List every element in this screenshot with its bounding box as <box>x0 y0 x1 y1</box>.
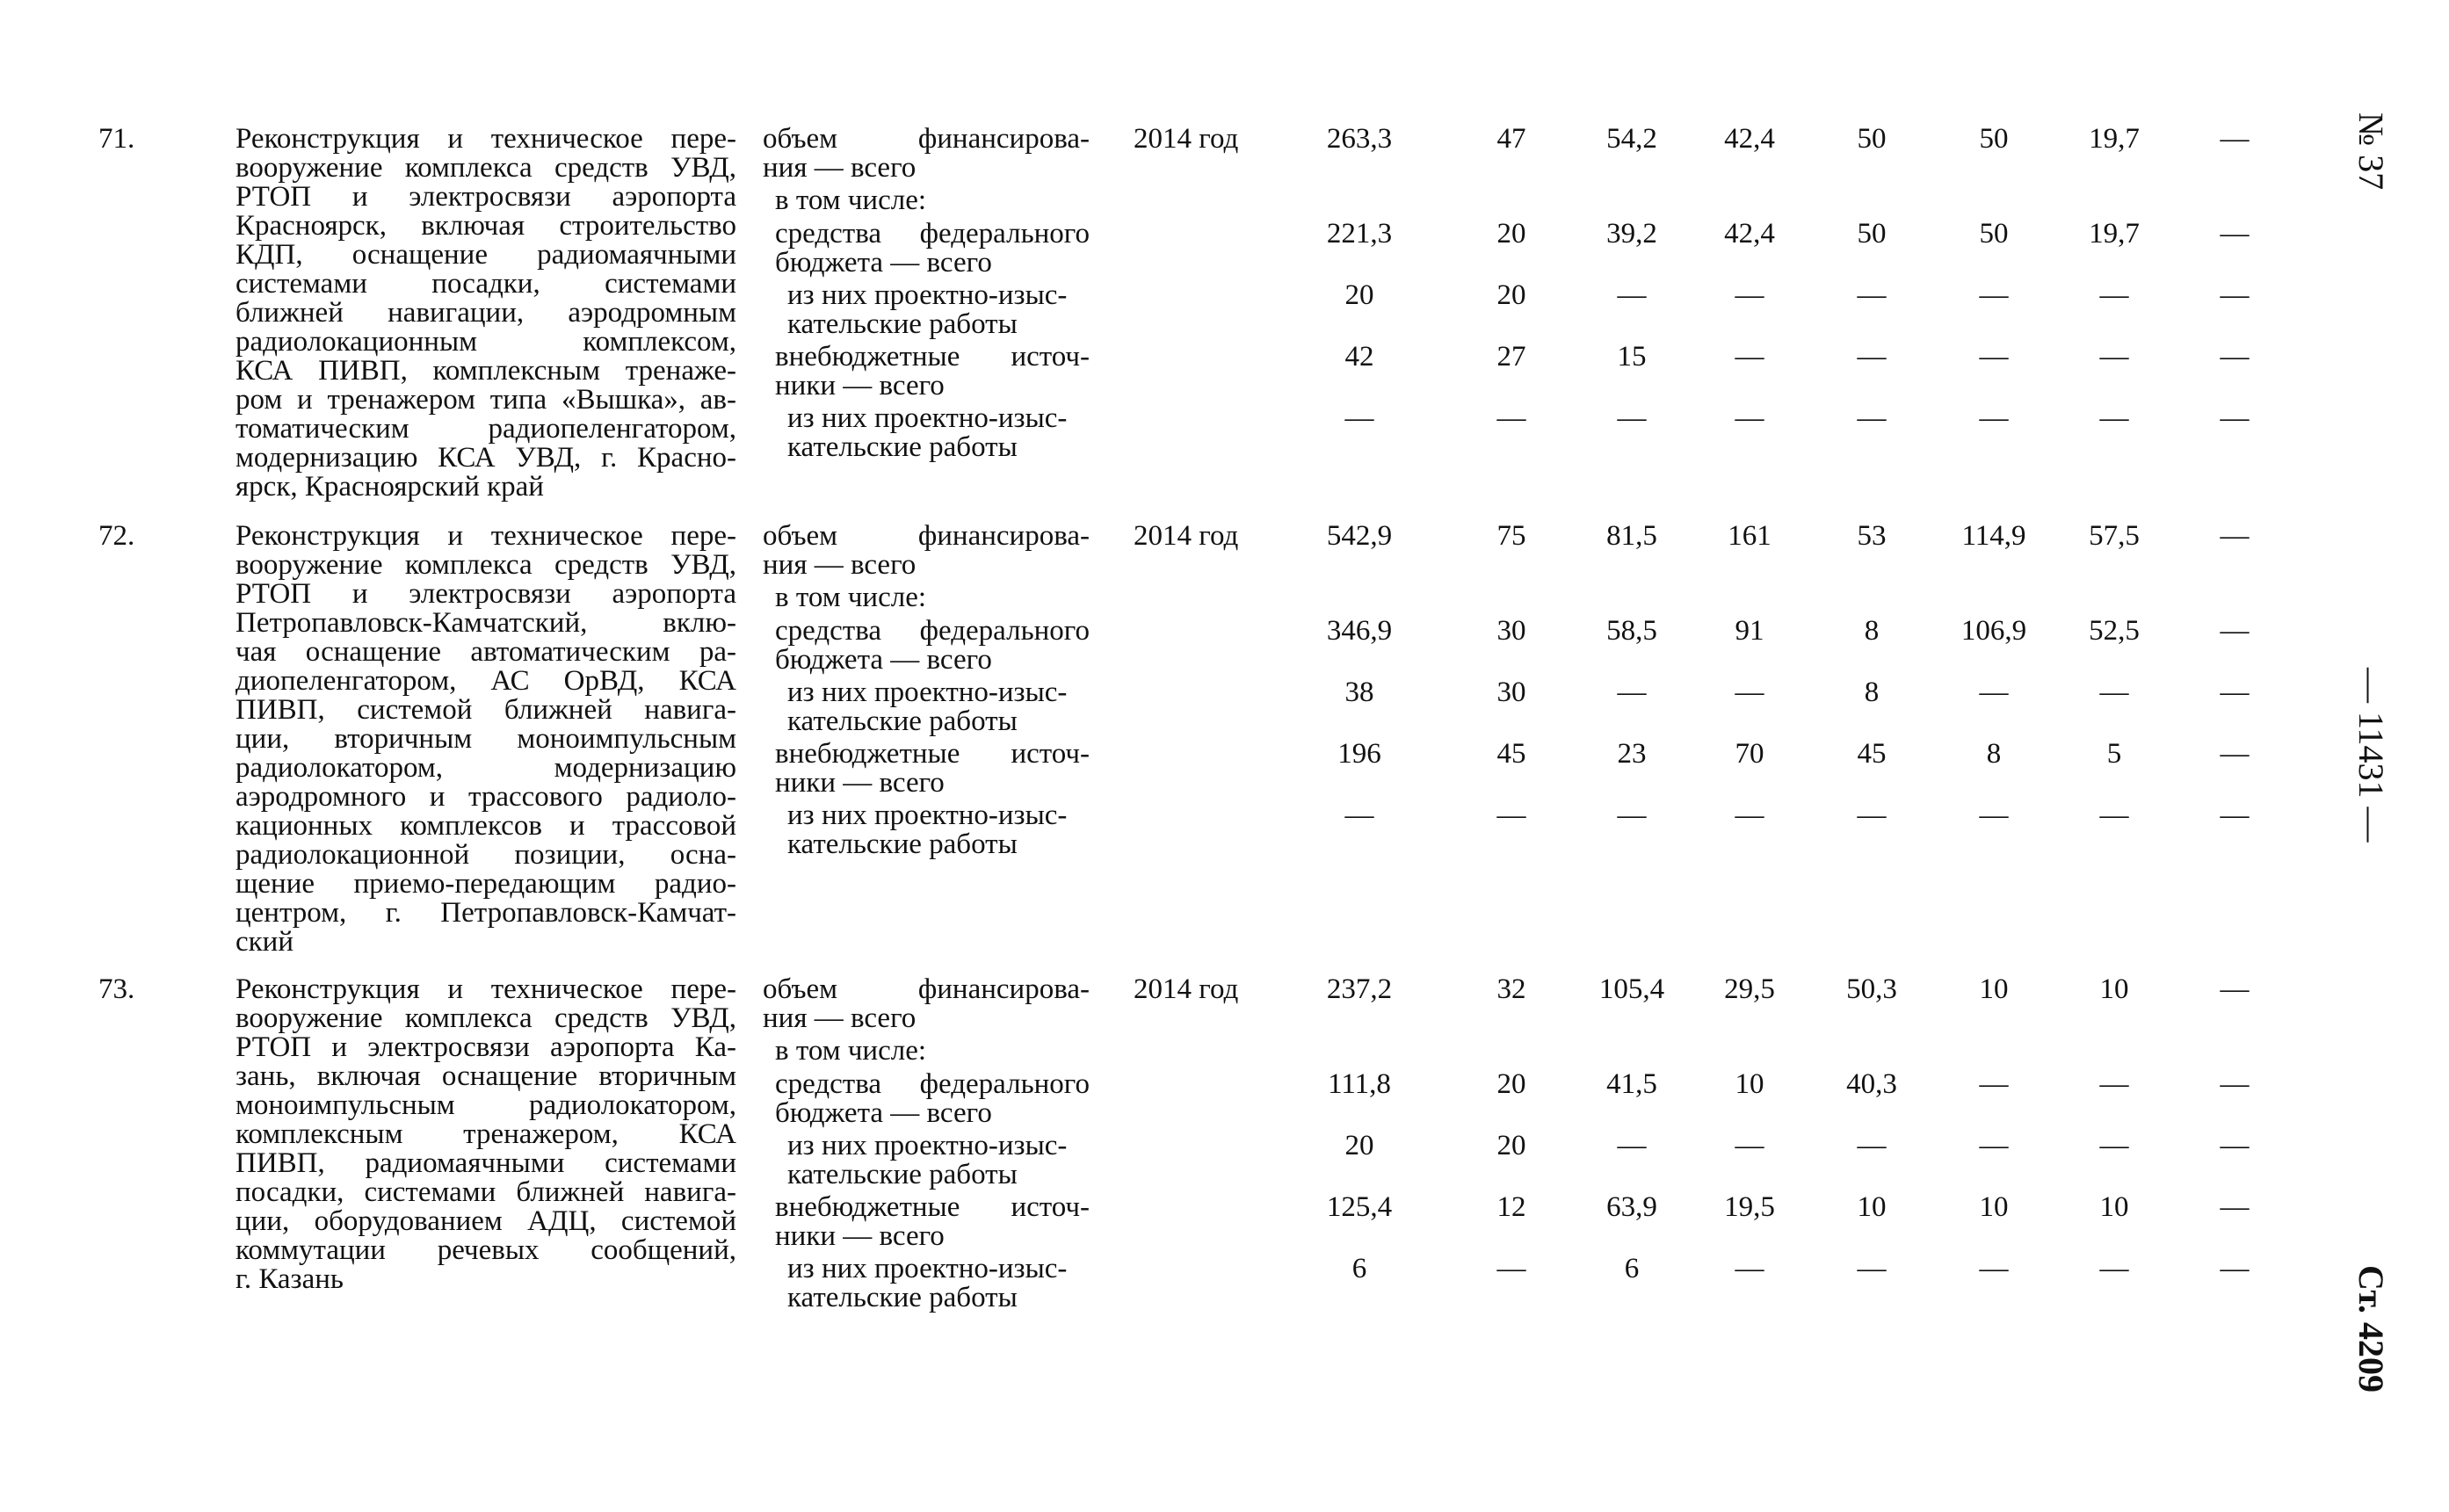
label-design-cont: кательские работы <box>787 308 1018 340</box>
cell: — <box>2220 123 2250 155</box>
cell: — <box>1617 1130 1647 1161</box>
cell: 10 <box>1979 1191 2009 1223</box>
cell: — <box>2220 402 2250 434</box>
cell: 81,5 <box>1606 520 1657 552</box>
description-line: томатическим радиопеленгатором, <box>235 413 736 445</box>
cell: 27 <box>1496 341 1526 373</box>
cell: 10 <box>1979 973 2009 1005</box>
cell: — <box>1735 279 1764 311</box>
description-line: РТОП и электросвязи аэропорта <box>235 578 736 610</box>
cell: — <box>1857 341 1887 373</box>
description-line: РТОП и электросвязи аэропорта Ка- <box>235 1031 736 1063</box>
label-extra: внебюджетные источ- <box>775 738 1090 770</box>
cell: 23 <box>1617 738 1647 770</box>
description-line: ближней навигации, аэродромным <box>235 297 736 329</box>
description-line: Красноярск, включая строительство <box>235 210 736 242</box>
description-line: ПИВП, радиомаячными системами <box>235 1147 736 1179</box>
label-design-cont: кательские работы <box>787 1159 1018 1190</box>
description-line: посадки, системами ближней навига- <box>235 1176 736 1208</box>
cell: — <box>1979 402 2009 434</box>
cell: 15 <box>1617 341 1647 373</box>
entry-description <box>235 522 736 957</box>
description-line: вооружение комплекса средств УВД, <box>235 152 736 184</box>
label-total: объем финансирова- <box>763 123 1090 155</box>
cell: — <box>1979 341 2009 373</box>
entry-description <box>235 975 736 1294</box>
cell: 6 <box>1351 1253 1367 1284</box>
cell: 237,2 <box>1326 973 1393 1005</box>
label-extra: внебюджетные источ- <box>775 1191 1090 1223</box>
cell: — <box>1857 1253 1887 1284</box>
cell: — <box>2099 1130 2129 1161</box>
cell: — <box>1617 279 1647 311</box>
cell: 20 <box>1496 218 1526 250</box>
label-design-cont: кательские работы <box>787 705 1018 737</box>
cell: — <box>2099 402 2129 434</box>
cell: — <box>1857 402 1887 434</box>
cell: 50 <box>1979 123 2009 155</box>
cell: 19,7 <box>2089 123 2140 155</box>
cell: — <box>1857 1130 1887 1161</box>
cell: — <box>1735 799 1764 831</box>
cell: — <box>1735 1130 1764 1161</box>
cell: — <box>1617 402 1647 434</box>
cell: — <box>1735 402 1764 434</box>
year: 2014 год <box>1134 123 1239 155</box>
cell: 75 <box>1496 520 1526 552</box>
cell: — <box>2220 738 2250 770</box>
cell: 63,9 <box>1606 1191 1657 1223</box>
cell: 5 <box>2106 738 2122 770</box>
cell: 20 <box>1344 1130 1374 1161</box>
cell: — <box>2099 676 2129 708</box>
cell: — <box>2220 218 2250 250</box>
cell: 58,5 <box>1606 615 1657 647</box>
cell: 12 <box>1496 1191 1526 1223</box>
cell: 8 <box>1864 615 1880 647</box>
cell: 8 <box>1864 676 1880 708</box>
label-extra: внебюджетные источ- <box>775 341 1090 373</box>
cell: 263,3 <box>1326 123 1393 155</box>
cell: 39,2 <box>1606 218 1657 250</box>
cell: 32 <box>1496 973 1526 1005</box>
description-line: зань, включая оснащение вторичным <box>235 1060 736 1092</box>
label-extra-cont: ники — всего <box>775 370 945 402</box>
label-design-cont: кательские работы <box>787 431 1018 463</box>
cell: 10 <box>1735 1068 1764 1100</box>
cell: 20 <box>1344 279 1374 311</box>
cell: 161 <box>1728 520 1772 552</box>
label-design: из них проектно-изыс- <box>787 1130 1068 1161</box>
cell: — <box>2220 1130 2250 1161</box>
description-line: вооружение комплекса средств УВД, <box>235 549 736 581</box>
cell: — <box>2220 799 2250 831</box>
label-design-cont: кательские работы <box>787 1282 1018 1313</box>
label-design: из них проектно-изыс- <box>787 799 1068 831</box>
cell: — <box>2099 1253 2129 1284</box>
label-federal: средства федерального <box>775 1068 1090 1100</box>
cell: — <box>1735 1253 1764 1284</box>
label-federal-cont: бюджета — всего <box>775 644 992 676</box>
cell: — <box>1979 279 2009 311</box>
cell: — <box>1979 1130 2009 1161</box>
cell: — <box>2099 279 2129 311</box>
page-number: — 11431 — <box>2351 668 2391 843</box>
description-line: ции, оборудованием АДЦ, системой <box>235 1205 736 1237</box>
cell: 45 <box>1857 738 1887 770</box>
description-line: радиолокатором, модернизацию <box>235 752 736 784</box>
cell: 57,5 <box>2089 520 2140 552</box>
description-line: Реконструкция и техническое пере- <box>235 973 736 1005</box>
article-number: Ст. 4209 <box>2351 1265 2391 1393</box>
cell: — <box>2220 1253 2250 1284</box>
cell: 50 <box>1857 123 1887 155</box>
description-line: диопеленгатором, АС ОрВД, КСА <box>235 665 736 697</box>
label-total-cont: ния — всего <box>763 152 917 184</box>
cell: — <box>2220 1068 2250 1100</box>
cell: 6 <box>1624 1253 1640 1284</box>
cell: 196 <box>1337 738 1381 770</box>
cell: — <box>1979 676 2009 708</box>
description-line: ции, вторичным моноимпульсным <box>235 723 736 755</box>
label-total: объем финансирова- <box>763 520 1090 552</box>
label-design: из них проектно-изыс- <box>787 402 1068 434</box>
description-line: коммутации речевых сообщений, <box>235 1234 736 1266</box>
label-including: в том числе: <box>775 1035 927 1067</box>
description-line: центром, г. Петропавловск-Камчат- <box>235 897 736 929</box>
cell: — <box>1617 799 1647 831</box>
cell: 52,5 <box>2089 615 2140 647</box>
cell: 20 <box>1496 1068 1526 1100</box>
cell: — <box>2099 341 2129 373</box>
label-federal-cont: бюджета — всего <box>775 1097 992 1129</box>
description-line: кационных комплексов и трассовой <box>235 810 736 842</box>
cell: — <box>1735 341 1764 373</box>
cell: 8 <box>1986 738 2002 770</box>
label-extra-cont: ники — всего <box>775 1220 945 1252</box>
description-line: ярск, Красноярский край <box>235 471 544 503</box>
cell: — <box>1496 402 1526 434</box>
description-line: аэродромного и трассового радиоло- <box>235 781 736 813</box>
description-line: радиолокационной позиции, осна- <box>235 839 736 871</box>
cell: — <box>1979 799 2009 831</box>
cell: — <box>1344 402 1374 434</box>
cell: 346,9 <box>1326 615 1393 647</box>
cell: 41,5 <box>1606 1068 1657 1100</box>
cell: 42 <box>1344 341 1374 373</box>
cell: 91 <box>1735 615 1764 647</box>
cell: 221,3 <box>1326 218 1393 250</box>
cell: — <box>1979 1068 2009 1100</box>
label-total-cont: ния — всего <box>763 549 917 581</box>
description-line: Реконструкция и техническое пере- <box>235 123 736 155</box>
label-design: из них проектно-изыс- <box>787 1253 1068 1284</box>
label-extra-cont: ники — всего <box>775 767 945 799</box>
description-line: ром и тренажером типа «Вышка», ав- <box>235 384 736 416</box>
year: 2014 год <box>1134 520 1239 552</box>
description-line: системами посадки, системами <box>235 268 736 300</box>
issue-number: № 37 <box>2351 112 2391 191</box>
label-design: из них проектно-изыс- <box>787 279 1068 311</box>
description-line: щение приемо-передающим радио- <box>235 868 736 900</box>
cell: 50,3 <box>1846 973 1897 1005</box>
cell: 42,4 <box>1724 123 1775 155</box>
cell: — <box>1496 799 1526 831</box>
cell: 47 <box>1496 123 1526 155</box>
label-total-cont: ния — всего <box>763 1002 917 1034</box>
description-line: Петропавловск-Камчатский, вклю- <box>235 607 736 639</box>
cell: — <box>2220 615 2250 647</box>
cell: 42,4 <box>1724 218 1775 250</box>
cell: 20 <box>1496 1130 1526 1161</box>
cell: 10 <box>1857 1191 1887 1223</box>
entry-number: 71. <box>98 123 135 155</box>
description-line: КСА ПИВП, комплексным тренаже- <box>235 355 736 387</box>
cell: 106,9 <box>1960 615 2027 647</box>
cell: — <box>2220 676 2250 708</box>
year: 2014 год <box>1134 973 1239 1005</box>
label-federal: средства федерального <box>775 615 1090 647</box>
description-line: РТОП и электросвязи аэропорта <box>235 181 736 213</box>
description-line: Реконструкция и техническое пере- <box>235 520 736 552</box>
cell: — <box>1857 279 1887 311</box>
description-line: г. Казань <box>235 1263 344 1295</box>
cell: 29,5 <box>1724 973 1775 1005</box>
description-line: ский <box>235 926 293 958</box>
cell: 54,2 <box>1606 123 1657 155</box>
description-line: моноимпульсным радиолокатором, <box>235 1089 736 1121</box>
description-line: чая оснащение автоматическим ра- <box>235 636 736 668</box>
cell: 105,4 <box>1598 973 1665 1005</box>
cell: 111,8 <box>1328 1068 1391 1100</box>
cell: — <box>1617 676 1647 708</box>
cell: 125,4 <box>1326 1191 1393 1223</box>
cell: 50 <box>1979 218 2009 250</box>
cell: — <box>2220 279 2250 311</box>
cell: 40,3 <box>1846 1068 1897 1100</box>
entry-description <box>235 125 736 502</box>
description-line: ПИВП, системой ближней навига- <box>235 694 736 726</box>
cell: 50 <box>1857 218 1887 250</box>
cell: 38 <box>1344 676 1374 708</box>
label-total: объем финансирова- <box>763 973 1090 1005</box>
label-design-cont: кательские работы <box>787 828 1018 860</box>
cell: 30 <box>1496 615 1526 647</box>
description-line: комплексным тренажером, КСА <box>235 1118 736 1150</box>
cell: — <box>2099 1068 2129 1100</box>
cell: — <box>2099 799 2129 831</box>
cell: 30 <box>1496 676 1526 708</box>
entry-number: 72. <box>98 520 135 552</box>
cell: 10 <box>2099 1191 2129 1223</box>
cell: — <box>1735 676 1764 708</box>
label-federal: средства федерального <box>775 218 1090 250</box>
cell: — <box>2220 520 2250 552</box>
cell: 10 <box>2099 973 2129 1005</box>
cell: — <box>2220 1191 2250 1223</box>
description-line: модернизацию КСА УВД, г. Красно- <box>235 442 736 474</box>
cell: — <box>2220 973 2250 1005</box>
cell: 45 <box>1496 738 1526 770</box>
cell: — <box>2220 341 2250 373</box>
cell: — <box>1344 799 1374 831</box>
cell: 53 <box>1857 520 1887 552</box>
cell: — <box>1496 1253 1526 1284</box>
cell: 114,9 <box>1961 520 2026 552</box>
label-including: в том числе: <box>775 582 927 613</box>
description-line: КДП, оснащение радиомаячными <box>235 239 736 271</box>
cell: — <box>1857 799 1887 831</box>
cell: 542,9 <box>1326 520 1393 552</box>
entry-number: 73. <box>98 973 135 1005</box>
label-federal-cont: бюджета — всего <box>775 247 992 279</box>
cell: 20 <box>1496 279 1526 311</box>
cell: 70 <box>1735 738 1764 770</box>
cell: — <box>1979 1253 2009 1284</box>
cell: 19,7 <box>2089 218 2140 250</box>
description-line: вооружение комплекса средств УВД, <box>235 1002 736 1034</box>
description-line: радиолокационным комплексом, <box>235 326 736 358</box>
label-design: из них проектно-изыс- <box>787 676 1068 708</box>
label-including: в том числе: <box>775 184 927 216</box>
cell: 19,5 <box>1724 1191 1775 1223</box>
